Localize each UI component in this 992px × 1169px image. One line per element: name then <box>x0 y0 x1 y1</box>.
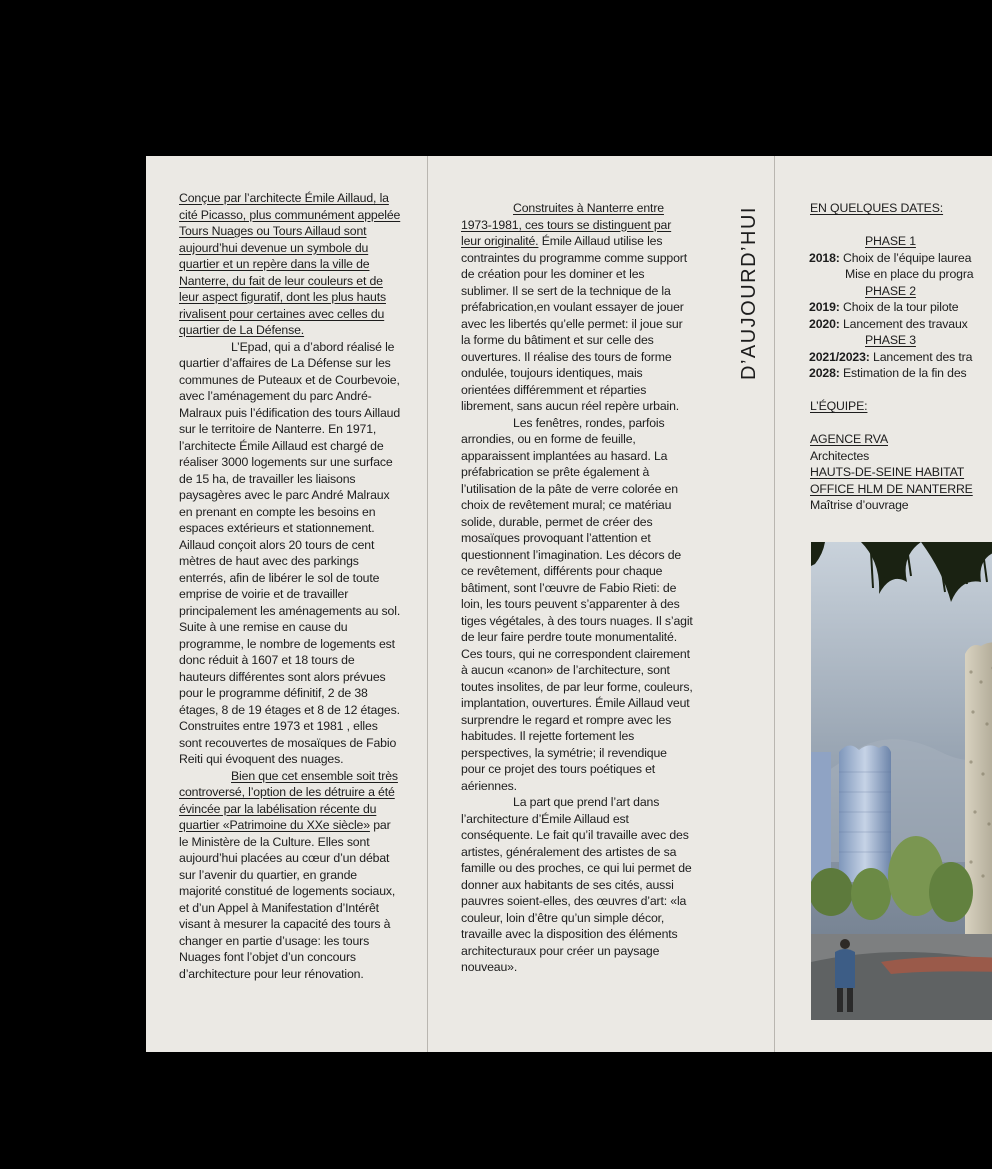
client-role: Maîtrise d’ouvrage <box>810 498 909 512</box>
middle-text-column <box>461 200 693 976</box>
agency-name: AGENCE RVA <box>810 432 888 446</box>
date-2021-2023: 2021/2023: Lancement des tra <box>809 349 973 364</box>
timeline-column <box>810 200 992 514</box>
originality-rest: Émile Aillaud utilise les contraintes du programme comme support de création pour les dominer et les sublimer. Il se sert de la technique de la préfabrication,en voulant essayer de jouer avec les libertés qu’elle permet: il joue sur la forme du bâtiment et sur celle des ouvertures. Il réalise des tours de forme ondulée, toujours identiques, mais orientées différemment et réparties librement, sans aucun réel repère urbain. <box>461 234 687 413</box>
epad-paragraph: L’Epad, qui a d’abord réalisé le quartier d’affaires de La Défense sur les communes de Puteaux et de Courbevoie, avec l’aménagement du parc André-Malraux puis l’édification des tours Aillaud sur le territoire de Nanterre. En 1971, l’architecte Émile Aillaud est chargé de réaliser 3000 logements sur une surface de 15 ha, de travailler les liaisons paysagères avec le parc André Malraux en prenant en compte les besoins en espaces extérieurs et stationnement. Aillaud conçoit alors 20 tours de cent mètres de haut avec des parkings enterrés, afin de libérer le sol de toute emprise de voirie et de travailler principalement les aménagements au sol. Suite à une remise en cause du programme, le nombre de logements est donc réduit à 1607 et 18 tours de hauteurs différentes sont alors prévues pour le programme définitif, 2 de 38 étages, 8 de 19 étages et 8 de 12 étages. Construites entre 1973 et 1981 , elles sont recouvertes de mosaïques de Fabio Reiti qui évoquent des nuages. <box>179 339 401 766</box>
phase-1-label: PHASE 1 <box>865 234 916 248</box>
tower-rendering-image <box>811 542 992 1020</box>
heritage-paragraph <box>179 768 401 983</box>
right-page <box>775 156 992 1052</box>
vertical-title-text: D’AUJOURD’HUI <box>738 206 760 380</box>
phase-2-label: PHASE 2 <box>865 283 916 298</box>
intro-paragraph: Conçue par l’architecte Émile Aillaud, la cité Picasso, plus communément appelée Tours Nuages ou Tours Aillaud sont aujourd’hui devenue un symbole du quartier et un repère dans la ville de Nanterre, du fait de leur couleurs et de leur aspect figuratif, dont les plus hauts rivalisent pour certaines avec celles du quartier de La Défense. <box>179 191 401 337</box>
art-paragraph: La part que prend l’art dans l’architecture d’Émile Aillaud est conséquente. Le fait qu’il travaille avec des artistes, généralement des artistes de sa famille ou des proches, ce qui lui permet de donner aux habitants de ses cités, aussi pauvres soient-elles, des œuvres d’art: «la couleur, loin d’être qu’un simple décor, travaille avec la disposition des éléments architecturaux pour créer un paysage nouveau». <box>461 795 692 974</box>
client-name-2: OFFICE HLM DE NANTERRE <box>810 481 973 496</box>
date-2018-sub: Mise en place du progra <box>845 267 974 281</box>
middle-page <box>428 156 774 1052</box>
originality-highlight: Construites à Nanterre entre 1973-1981, ces tours se distinguent par leur originalité. <box>461 201 672 248</box>
team-heading: L’ÉQUIPE: <box>810 399 868 413</box>
vertical-title <box>738 202 764 382</box>
dates-heading: EN QUELQUES DATES: <box>810 201 944 215</box>
date-2020: 2020: Lancement des travaux <box>809 316 968 331</box>
left-text-column <box>179 190 401 982</box>
left-page <box>146 156 427 1052</box>
heritage-highlight: Bien que cet ensemble soit très controversé, l’option de les détruire a été évincée par la labélisation récente du quartier «Patrimoine du XXe siècle» <box>179 768 398 832</box>
originality-paragraph <box>461 200 693 415</box>
agency-role: Architectes <box>810 448 870 463</box>
date-2018: 2018: Choix de l’équipe laurea <box>809 250 972 265</box>
date-2019: 2019: Choix de la tour pilote <box>809 300 959 314</box>
phase-3-label: PHASE 3 <box>865 333 916 347</box>
client-name-1: HAUTS-DE-SEINE HABITAT <box>810 465 965 479</box>
windows-paragraph: Les fenêtres, rondes, parfois arrondies, ou en forme de feuille, apparaissent implantées au hasard. La préfabrication se prête également à l’utilisation de la pâte de verre colorée en choix de revêtement mural; ce matériau solide, durable, permet de créer des mosaïques provoquant l’attention et questionnent l’imagination. Les décors de ce revêtement, différents pour chaque bâtiment, sont l’œuvre de Fabio Rieti: de loin, les tours peuvent s’apparenter à des tiges végétales, à des tours nuages. Il s’agit de leur faire perdre toute monumentalité. Ces tours, qui ne correspondent clairement à aucun «canon» de l’architecture, sont toutes insolites, de par leur forme, couleurs, implantation, ouvertures. Émile Aillaud veut surprendre le regard et rompre avec les habitudes. Il rejette fortement les perspectives, la symétrie; il revendique pour ce projet des tours poétiques et aériennes. <box>461 415 693 793</box>
heritage-rest: par le Ministère de la Culture. Elles sont aujourd’hui placées au cœur d’un débat sur l’avenir du quartier, en grande majorité constitué de logements sociaux, et d’un Appel à Manifestation d’Intérêt visant à mesurer la capacité des tours à changer en partie d’usage: les tours Nuages font l’objet d’un concours d’architecture pour leur rénovation. <box>179 818 396 981</box>
date-2028: 2028: Estimation de la fin des <box>809 366 967 380</box>
